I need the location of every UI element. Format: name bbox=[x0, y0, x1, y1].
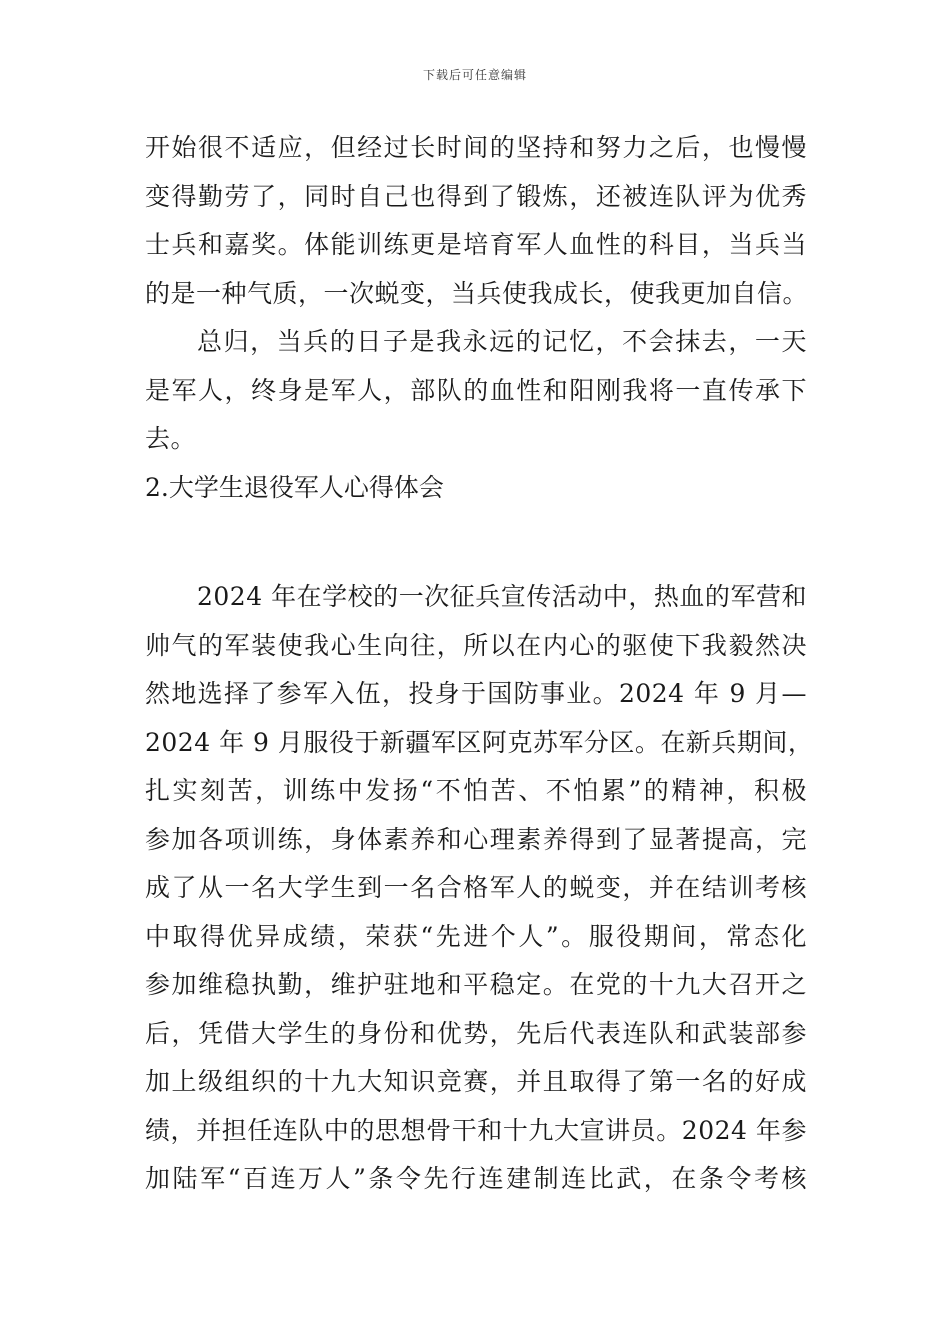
document-body bbox=[145, 124, 814, 1204]
text-line: 扎实刻苦，训练中发扬“不怕苦、不怕累”的精神，积极 bbox=[145, 776, 807, 805]
section-heading: 2.大学生退役军人心得体会 bbox=[145, 472, 444, 502]
page-header-note: 下载后可任意编辑 bbox=[422, 68, 527, 82]
text-line: 参加维稳执勤，维护驻地和平稳定。在党的十九大召开之 bbox=[145, 970, 807, 999]
text-line: 去。 bbox=[145, 424, 197, 453]
text-line: 的是一种气质，一次蜕变，当兵使我成长，使我更加自信。 bbox=[145, 278, 809, 308]
text-line: 绩，并担任连队中的思想骨干和十九大宣讲员。2024 年参 bbox=[145, 1115, 807, 1145]
text-line: 加陆军“百连万人”条令先行连建制连比武，在条令考核 bbox=[145, 1164, 807, 1193]
text-line: 开始很不适应，但经过长时间的坚持和努力之后，也慢慢 bbox=[145, 133, 807, 162]
paragraph-1 bbox=[145, 124, 807, 318]
text-line: 士兵和嘉奖。体能训练更是培育军人血性的科目，当兵当 bbox=[145, 230, 807, 259]
text-line: 然地选择了参军入伍，投身于国防事业。2024 年 9 月— bbox=[145, 679, 807, 708]
paragraph-2 bbox=[145, 318, 807, 464]
text-line: 加上级组织的十九大知识竞赛，并且取得了第一名的好成 bbox=[145, 1067, 807, 1096]
text-line: 参加各项训练，身体素养和心理素养得到了显著提高，完 bbox=[145, 824, 807, 854]
text-line: 2024 年 9 月服役于新疆军区阿克苏军分区。在新兵期间， bbox=[145, 727, 814, 757]
text-line: 变得勤劳了，同时自己也得到了锻炼，还被连队评为优秀 bbox=[145, 181, 807, 211]
text-line: 是军人，终身是军人，部队的血性和阳刚我将一直传承下 bbox=[145, 375, 807, 405]
text-line: 后，凭借大学生的身份和优势，先后代表连队和武装部参 bbox=[145, 1018, 807, 1048]
text-line: 2024 年在学校的一次征兵宣传活动中，热血的军营和 bbox=[197, 582, 807, 611]
blank-gap bbox=[145, 512, 807, 573]
text-line: 中取得优异成绩，荣获“先进个人”。服役期间，常态化 bbox=[145, 921, 807, 951]
text-line: 总归，当兵的日子是我永远的记忆，不会抹去，一天 bbox=[197, 327, 807, 356]
text-line: 成了从一名大学生到一名合格军人的蜕变，并在结训考核 bbox=[145, 873, 807, 902]
paragraph-3 bbox=[145, 573, 814, 1204]
text-line: 帅气的军装使我心生向往，所以在内心的驱使下我毅然决 bbox=[145, 630, 807, 660]
